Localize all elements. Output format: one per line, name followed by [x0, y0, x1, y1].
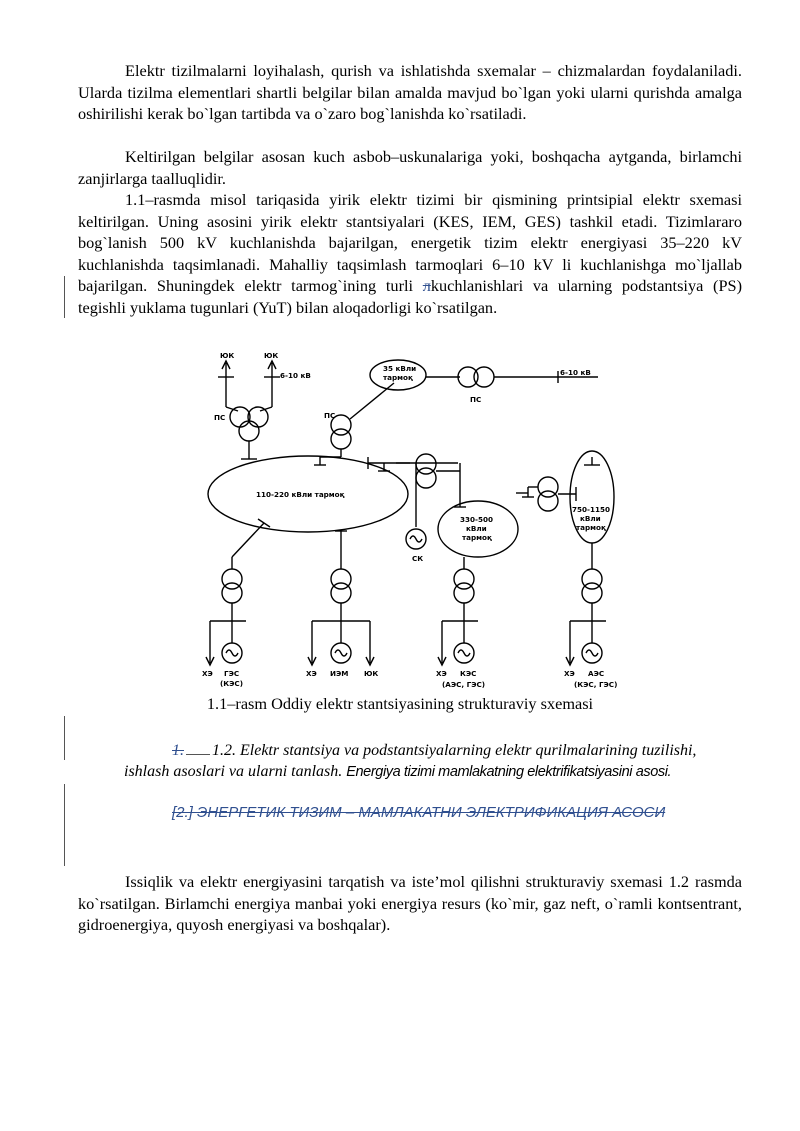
aes-ges-label: (АЭС, ГЭС)	[442, 680, 486, 689]
revision-bar	[64, 716, 65, 760]
paragraph-4: Issiqlik va elektr energiyasini tarqatish va iste’mol qilishni strukturaviy sxemasi 1.2 rasmda ko`rsatilgan. Birlamchi energiya manbai yoki energiya resurs (ko`mir, gaz neft, o`ramli kontsentrant, gidroenergiya, quyosh energiyasi va boshqalar).	[78, 872, 742, 934]
net-35-group	[370, 360, 598, 404]
net-330-line1: 330-500	[460, 515, 493, 524]
he1-label: ХЭ	[202, 669, 213, 678]
gen-kes-group	[436, 557, 485, 689]
yk-left-label: ЮК	[220, 351, 235, 360]
power-system-diagram	[198, 347, 628, 697]
net-110-220-label: 110-220 кВли тармоқ	[256, 490, 345, 499]
section-heading	[124, 740, 744, 783]
ps-mid-label: ПС	[324, 411, 336, 420]
paragraph-1: Elektr tizilmalarni loyihalash, qurish va ishlatishda sxemalar – chizmalardan foydalaniladi. Ularda tizilma elementlari shartli belgilar bilan amalda mavjud bo`lgan yoki ularni qurishda amalga oshirilishi kerak bo`lgan tartibda va o`zaro bog`lanishda ko`rsatiladi.	[78, 61, 742, 123]
kes2-label: КЭС	[460, 669, 477, 678]
gen-aes-group	[564, 543, 617, 689]
gen-iem-group	[306, 531, 378, 678]
ges-label: ГЭС	[224, 669, 240, 678]
revision-bar	[64, 276, 65, 318]
paragraph-2: Keltirilgan belgilar asosan kuch asbob–uskunalariga yoki, boshqacha aytganda, birlamchi zanjirlarga taalluqlidir.	[78, 147, 742, 188]
net-750-line1: 750-1150	[572, 505, 610, 514]
ps-mid-group	[314, 383, 394, 465]
net-35-line2: тармоқ	[383, 373, 413, 382]
ps-top-right-label: ПС	[470, 395, 482, 404]
revision-bar	[64, 784, 65, 866]
net-330-line3: тармоқ	[462, 533, 492, 542]
net-330-group	[438, 477, 576, 557]
net-110-220-group	[208, 456, 458, 532]
deleted-letter: л	[422, 276, 431, 295]
yk3-label: ЮК	[364, 669, 379, 678]
he4-label: ХЭ	[564, 669, 575, 678]
ps-left-group	[214, 351, 311, 459]
inserted-heading: Energiya tizimi mamlakatning elektrifikatsiyasini asosi.	[346, 764, 672, 780]
v-6-10-right-label: 6-10 кВ	[560, 368, 591, 377]
net-35-line1: 35 кВли	[383, 364, 417, 373]
section-title: 1.2. Elektr stantsiya va podstantsiyalarning elektr qurilmalarining tuzilishi, ishlash asoslari va ularni tanlash.	[124, 742, 697, 780]
deleted-heading: [2.] ЭНЕРГЕТИК ТИЗИМ – МАМЛАКАТНИ ЭЛЕКТРИФИКАЦИЯ АСОСИ	[172, 804, 666, 821]
net-330-line2: кВли	[466, 524, 487, 533]
paragraph-3-end: kuchlanishlari va ularning podstantsiya (PS) tegishli yuklama tugunlari (YuT) bilan aloqadorligi ko`rsatilgan.	[78, 276, 742, 317]
kes-ges-label: (КЭС, ГЭС)	[574, 680, 618, 689]
v-6-10-left-label: 6-10 кВ	[280, 371, 311, 380]
figure-caption: 1.1–rasm Oddiy elektr stantsiyasining strukturaviy sxemasi	[206, 694, 594, 713]
net-750-line3: тармоқ	[576, 523, 606, 532]
he2-label: ХЭ	[306, 669, 317, 678]
paragraph-3	[78, 189, 742, 318]
iem-label: ИЭМ	[330, 669, 349, 678]
ps-left-label: ПС	[214, 413, 226, 422]
paragraph-3-start: 1.1–rasmda misol tariqasida yirik elektr tizimi bir qismining printsipial elektr sxemasi keltirilgan. Uning asosini yirik elektr stantsiyalari (KES, IEM, GES) tashkil etadi. Tizimlararo bog`lanish 500 kV kuchlanishda bajarilgan, energetik tizim elektr energiyasi 35–220 kV kuchlanishda taqsimlanadi. Mahalliy taqsimlash tarmoqlari 6–10 kV li kuchlanishga mo`ljallab bajarilgan. Shuningdek elektr tarmog`ining turli	[78, 190, 742, 295]
gen-ges-group	[202, 519, 270, 688]
deleted-number: 1.	[172, 742, 184, 759]
sk-label: СК	[412, 554, 424, 563]
he3-label: ХЭ	[436, 669, 447, 678]
aes-label: АЭС	[588, 669, 605, 678]
net-750-line2: кВли	[580, 514, 601, 523]
kes1-label: (КЭС)	[220, 679, 243, 688]
yk-right-label: ЮК	[264, 351, 279, 360]
sk-group	[406, 454, 466, 563]
